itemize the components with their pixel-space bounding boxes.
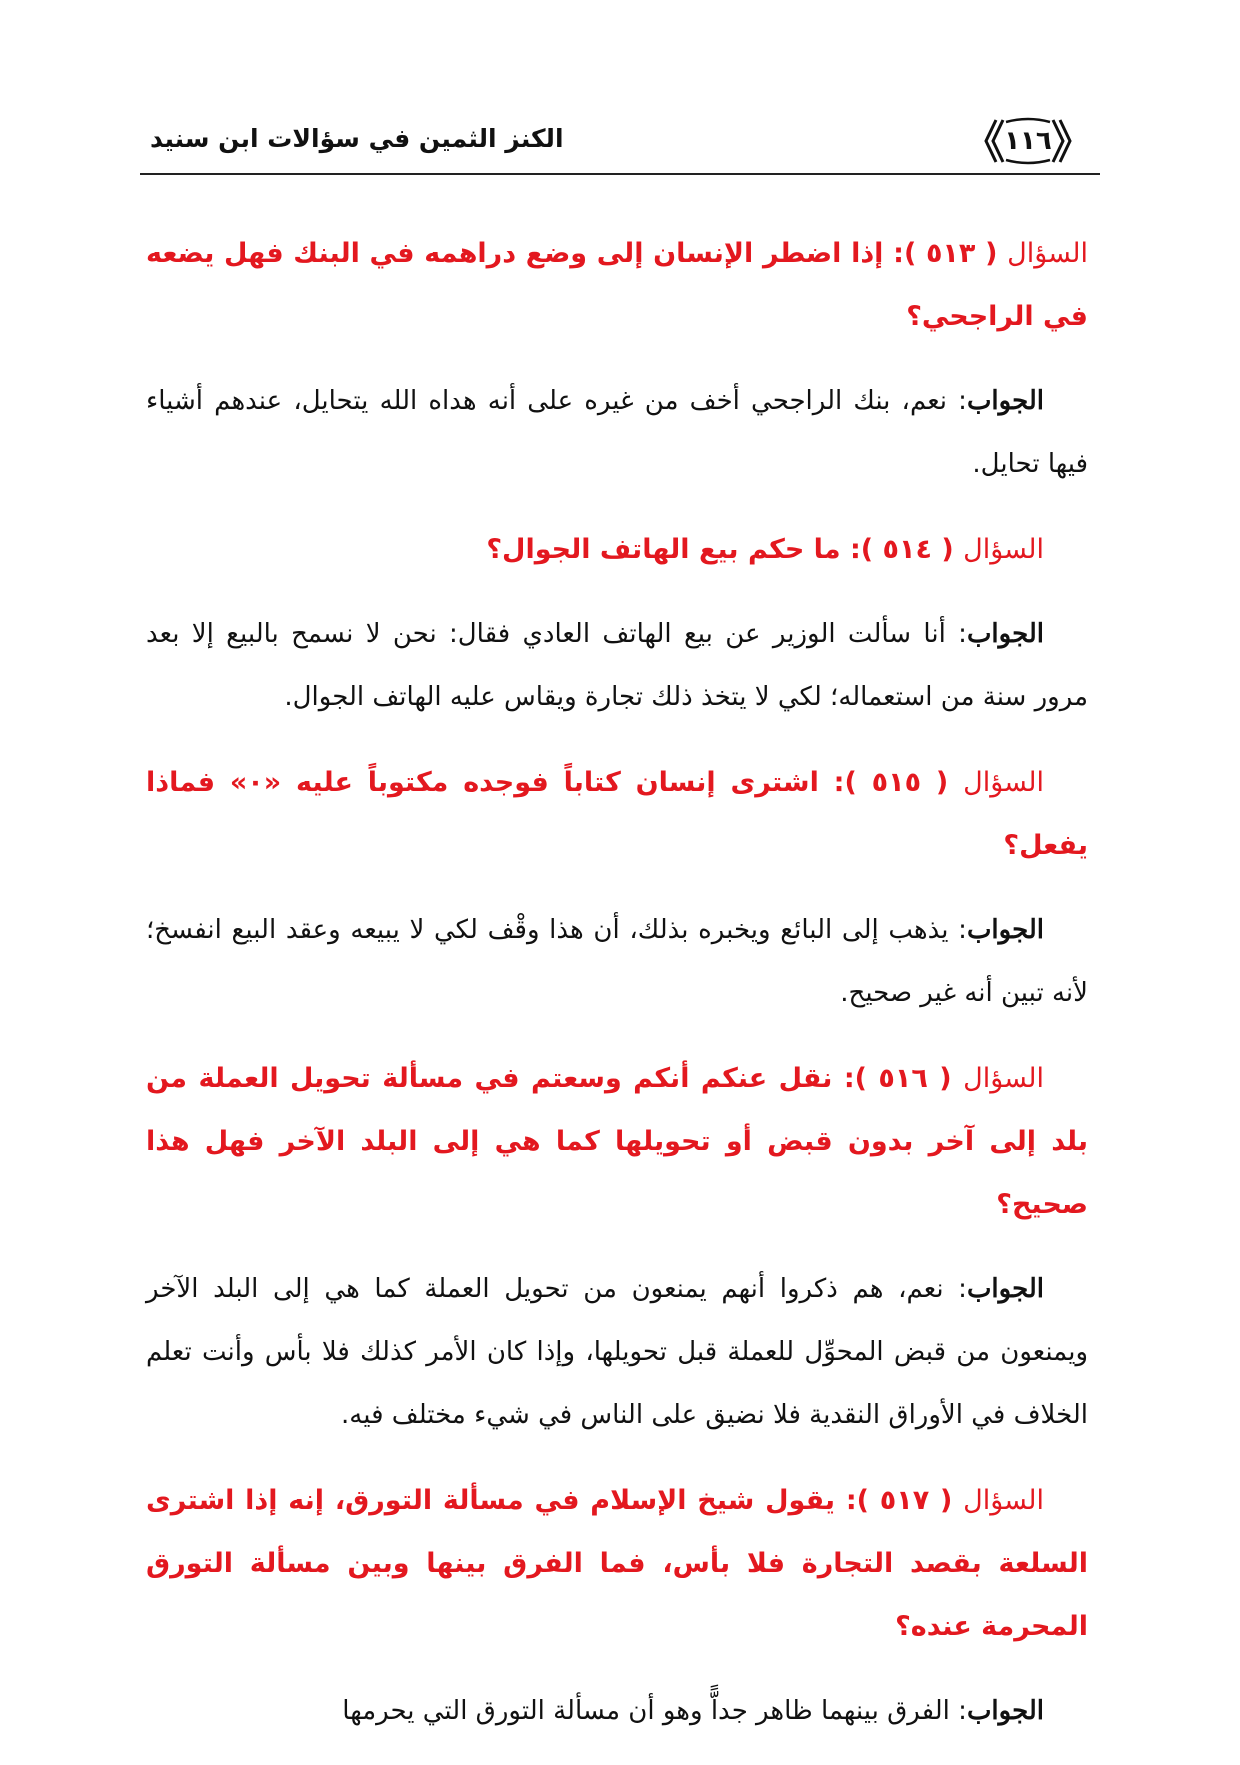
answer-label: الجواب	[966, 619, 1044, 649]
answer-515	[146, 899, 1088, 1025]
answer-517	[146, 1680, 1088, 1743]
answer-513	[146, 370, 1088, 496]
question-517	[146, 1469, 1088, 1658]
question-label: السؤال	[963, 1063, 1044, 1094]
answer-514	[146, 603, 1088, 729]
qa-content	[146, 222, 1088, 1765]
question-label: السؤال	[963, 1485, 1044, 1516]
question-514	[146, 518, 1088, 581]
question-516	[146, 1047, 1088, 1236]
header-divider	[140, 173, 1100, 175]
question-number: ( ٥١٤ ):	[849, 534, 954, 565]
answer-text: : أنا سألت الوزير عن بيع الهاتف العادي فقال: نحن لا نسمح بالبيع إلا بعد مرور سنة من استعماله؛ لكي لا يتخذ ذلك تجارة ويقاس عليه الهاتف الجوال.	[146, 619, 1088, 712]
question-label: السؤال	[1007, 238, 1088, 269]
question-text: يقول شيخ الإسلام في مسألة التورق، إنه إذا اشترى السلعة بقصد التجارة فلا بأس، فما الفرق بينها وبين مسألة التورق المحرمة عنده؟	[146, 1485, 1088, 1642]
answer-label: الجواب	[966, 386, 1044, 416]
question-515	[146, 751, 1088, 877]
question-text: نقل عنكم أنكم وسعتم في مسألة تحويل العملة من بلد إلى آخر بدون قبض أو تحويلها كما هي إلى البلد الآخر فهل هذا صحيح؟	[146, 1063, 1088, 1220]
answer-label: الجواب	[966, 1696, 1044, 1726]
answer-text: : نعم، هم ذكروا أنهم يمنعون من تحويل العملة كما هي إلى البلد الآخر ويمنعون من قبض المحوِّل للعملة قبل تحويلها، وإذا كان الأمر كذلك فلا بأس وأنت تعلم الخلاف في الأوراق النقدية فلا نضيق على الناس في شيء مختلف فيه.	[146, 1274, 1088, 1430]
page-header	[140, 112, 1100, 172]
page-number-frame	[982, 116, 1074, 166]
answer-text: : الفرق بينهما ظاهر جداًّ وهو أن مسألة التورق التي يحرمها	[342, 1696, 967, 1726]
answer-516	[146, 1258, 1088, 1447]
answer-text: : يذهب إلى البائع ويخبره بذلك، أن هذا وقْف لكي لا يبيعه وعقد البيع انفسخ؛ لأنه تبين أنه غير صحيح.	[146, 915, 1088, 1008]
question-text: ما حكم بيع الهاتف الجوال؟	[486, 534, 841, 565]
question-label: السؤال	[963, 767, 1044, 798]
answer-label: الجواب	[966, 1274, 1044, 1304]
question-513	[146, 222, 1088, 348]
book-title: الكنز الثمين في سؤالات ابن سنيد	[150, 124, 564, 153]
question-text: اشترى إنسان كتاباً فوجده مكتوباً عليه «٠» فماذا يفعل؟	[146, 767, 1088, 861]
question-number: ( ٥١٥ ):	[833, 767, 949, 798]
question-number: ( ٥١٣ ):	[893, 238, 998, 269]
answer-text: : نعم، بنك الراجحي أخف من غيره على أنه هداه الله يتحايل، عندهم أشياء فيها تحايل.	[146, 386, 1088, 479]
page-number: ١١٦	[1004, 126, 1052, 156]
answer-label: الجواب	[966, 915, 1044, 945]
question-label: السؤال	[963, 534, 1044, 565]
question-text: إذا اضطر الإنسان إلى وضع دراهمه في البنك فهل يضعه في الراجحي؟	[146, 238, 1088, 332]
question-number: ( ٥١٧ ):	[845, 1485, 953, 1516]
question-number: ( ٥١٦ ):	[843, 1063, 952, 1094]
